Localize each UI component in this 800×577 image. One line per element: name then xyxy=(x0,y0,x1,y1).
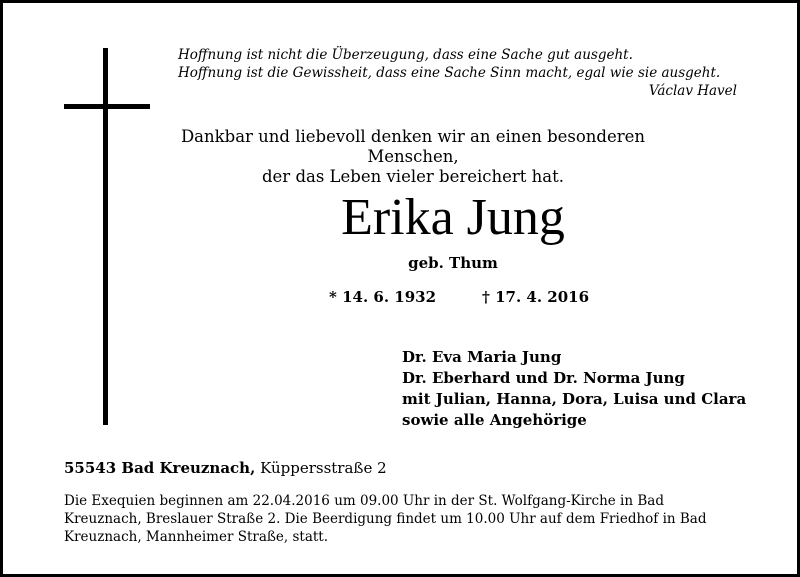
cross-icon-bar xyxy=(64,104,150,109)
mourners-list xyxy=(402,347,746,431)
address-street: Küppersstraße 2 xyxy=(260,459,387,477)
quote-line-1: Hoffnung ist nicht die Überzeugung, dass eine Sache gut ausgeht. xyxy=(178,47,633,63)
funeral-info xyxy=(64,492,744,546)
funeral-info-line-2: Kreuznach, Breslauer Straße 2. Die Beerdigung findet um 10.00 Uhr auf dem Friedhof in Bad xyxy=(64,511,707,527)
quote-author: Václav Havel xyxy=(648,83,737,99)
death-date: † 17. 4. 2016 xyxy=(482,288,590,306)
funeral-info-line-3: Kreuznach, Mannheimer Straße, statt. xyxy=(64,529,329,545)
mourner-line: mit Julian, Hanna, Dora, Luisa und Clara xyxy=(402,390,747,408)
intro-line-2: der das Leben vieler bereichert hat. xyxy=(261,167,565,186)
maiden-name: geb. Thum xyxy=(408,254,498,272)
mourner-line: sowie alle Angehörige xyxy=(402,411,587,429)
birth-date: * 14. 6. 1932 xyxy=(329,288,437,306)
intro-text xyxy=(143,127,683,187)
mourner-line: Dr. Eberhard und Dr. Norma Jung xyxy=(402,369,685,387)
address xyxy=(64,459,387,477)
funeral-info-line-1: Die Exequien beginnen am 22.04.2016 um 09.00 Uhr in der St. Wolfgang-Kirche in Bad xyxy=(64,493,664,509)
address-city: 55543 Bad Kreuznach, xyxy=(64,459,256,477)
deceased-name: Erika Jung xyxy=(341,189,565,246)
intro-line-1: Dankbar und liebevoll denken wir an einen besonderen Menschen, xyxy=(180,127,646,166)
mourner-line: Dr. Eva Maria Jung xyxy=(402,348,562,366)
quote-line-2: Hoffnung ist die Gewissheit, dass eine Sache Sinn macht, egal wie sie ausgeht. xyxy=(178,65,721,81)
quote xyxy=(178,46,743,82)
